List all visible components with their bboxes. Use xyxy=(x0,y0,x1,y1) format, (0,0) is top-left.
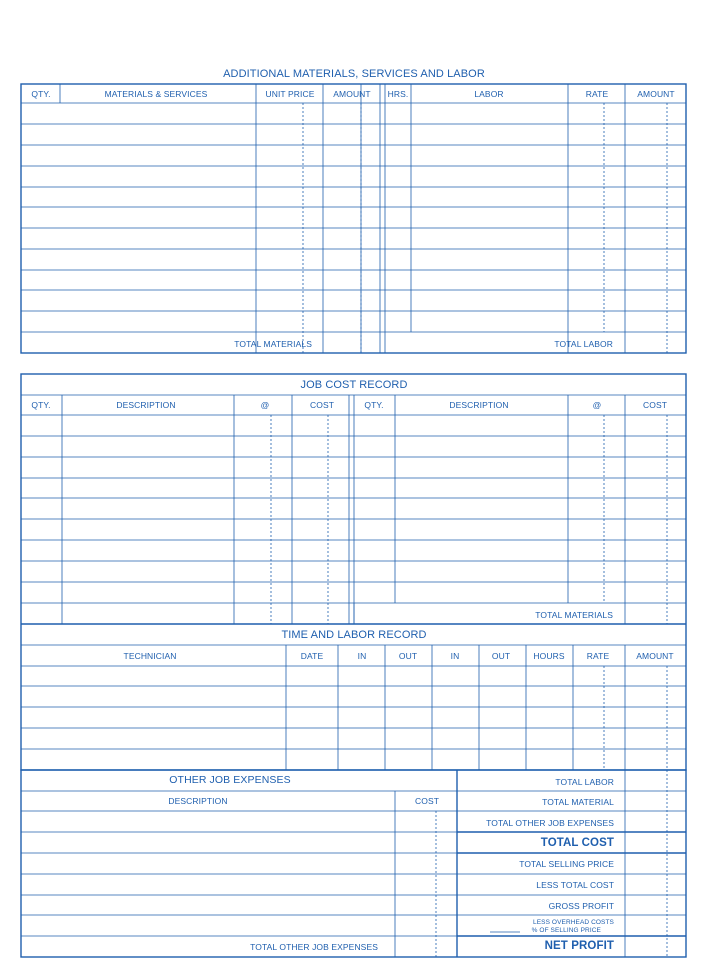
jc-header-at-right: @ xyxy=(592,400,602,410)
other-header-description: DESCRIPTION xyxy=(168,796,228,806)
header-qty: QTY. xyxy=(31,89,51,99)
header-hrs: HRS. xyxy=(387,89,409,99)
header-rate: RATE xyxy=(585,89,609,99)
tl-header-in-1: IN xyxy=(357,651,367,661)
summary-total-material: TOTAL MATERIAL xyxy=(542,797,614,807)
header-amount: AMOUNT xyxy=(333,89,371,99)
summary-total-cost: TOTAL COST xyxy=(540,837,614,849)
tl-header-out-1: OUT xyxy=(398,651,418,661)
summary-total-other: TOTAL OTHER JOB EXPENSES xyxy=(486,818,614,828)
jc-header-qty-right: QTY. xyxy=(364,400,384,410)
summary-less-total-cost: LESS TOTAL COST xyxy=(536,880,614,890)
jc-header-description-right: DESCRIPTION xyxy=(449,400,509,410)
header-labor: LABOR xyxy=(474,89,504,99)
tl-header-amount: AMOUNT xyxy=(636,651,674,661)
tl-header-rate: RATE xyxy=(586,651,610,661)
jc-total-materials-label: TOTAL MATERIALS xyxy=(535,610,613,620)
total-other-expenses-label: TOTAL OTHER JOB EXPENSES xyxy=(250,942,378,952)
time-labor-title: TIME AND LABOR RECORD xyxy=(281,629,427,641)
tl-header-technician: TECHNICIAN xyxy=(123,651,177,661)
jc-header-qty-left: QTY. xyxy=(31,400,51,410)
tl-header-date: DATE xyxy=(300,651,324,661)
additional-title: ADDITIONAL MATERIALS, SERVICES AND LABOR xyxy=(223,68,485,80)
other-header-cost: COST xyxy=(414,796,440,806)
jc-header-cost-right: COST xyxy=(642,400,668,410)
summary-net-profit: NET PROFIT xyxy=(544,940,614,952)
summary-total-selling-price: TOTAL SELLING PRICE xyxy=(519,859,614,869)
tl-header-in-2: IN xyxy=(450,651,460,661)
header-materials-services: MATERIALS & SERVICES xyxy=(104,89,208,99)
jc-header-at-left: @ xyxy=(260,400,270,410)
header-unit-price: UNIT PRICE xyxy=(265,89,315,99)
summary-total-labor: TOTAL LABOR xyxy=(555,777,614,787)
header-labor-amount: AMOUNT xyxy=(637,89,675,99)
other-expenses-title: OTHER JOB EXPENSES xyxy=(169,774,291,786)
total-labor-label: TOTAL LABOR xyxy=(554,339,613,349)
jc-header-cost-left: COST xyxy=(309,400,335,410)
total-materials-label: TOTAL MATERIALS xyxy=(234,339,312,349)
summary-less-overhead-line1: LESS OVERHEAD COSTS xyxy=(532,919,614,926)
job-cost-border xyxy=(21,374,686,770)
tl-header-out-2: OUT xyxy=(491,651,511,661)
summary-less-overhead-line2: % OF SELLING PRICE xyxy=(531,927,601,934)
jc-header-description-left: DESCRIPTION xyxy=(116,400,176,410)
tl-header-hours: HOURS xyxy=(533,651,565,661)
summary-gross-profit: GROSS PROFIT xyxy=(548,901,614,911)
job-cost-title: JOB COST RECORD xyxy=(300,379,408,391)
